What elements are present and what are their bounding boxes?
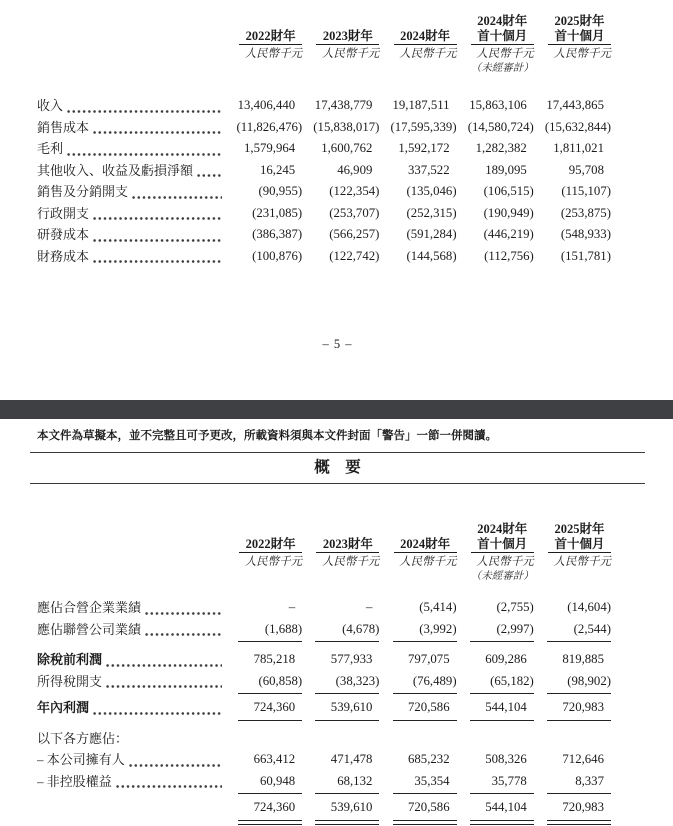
cell-value: (144,568) (406, 248, 457, 263)
year-top (318, 522, 377, 537)
cell-value: 720,983 (562, 700, 604, 714)
cell-value: (15,632,844) (544, 119, 611, 134)
year-label: 首十個月 (554, 28, 605, 43)
dot-leader (93, 712, 222, 715)
header-spacer (37, 14, 225, 45)
cell-value: 46,909 (337, 162, 373, 177)
year-label: 2022財年 (245, 536, 296, 551)
cell-value: 1,282,382 (475, 141, 527, 155)
table-row (37, 246, 611, 268)
unaudited-note: （未經審計） (470, 571, 534, 582)
cell-value: 16,245 (259, 162, 296, 177)
column-header-fy2023 (302, 522, 379, 553)
cell-value: 544,104 (485, 800, 527, 814)
page-number: – 5 – (322, 337, 353, 351)
column-header-fy2022 (225, 522, 302, 553)
unit-row (37, 47, 611, 62)
cell-value: 712,646 (562, 752, 604, 766)
cell-value: 539,610 (330, 800, 373, 814)
unit-label: 人民幣千元 (321, 556, 380, 568)
table-row (37, 697, 611, 719)
cell-value: 68,132 (337, 773, 373, 788)
year-top: 2024財年 (477, 522, 528, 536)
row-label: 收入 (37, 98, 64, 113)
cell-value: 720,586 (408, 700, 450, 714)
cell-value: (591,284) (406, 227, 457, 241)
cell-value: 1,600,762 (321, 141, 373, 155)
cell-value: 577,933 (330, 652, 373, 666)
cell-value: (2,997) (496, 621, 534, 636)
cell-value: (65,182) (490, 673, 534, 688)
cell-value: 15,863,106 (469, 98, 527, 112)
row-label: – 非控股權益 (37, 773, 112, 789)
column-header-fy2024 (379, 14, 456, 45)
table-header (37, 14, 611, 45)
cell-value: 720,586 (408, 800, 450, 814)
cell-value: 17,438,779 (314, 98, 373, 112)
row-label: 研發成本 (37, 227, 90, 242)
unit-label: 人民幣千元 (553, 556, 611, 568)
year-top (396, 14, 455, 29)
cell-value: 35,354 (414, 773, 450, 788)
column-header-fy2024-10m (457, 14, 534, 45)
unaudited-note (379, 62, 456, 75)
cell-value: (190,949) (483, 205, 534, 220)
unit-label: 人民幣千元 (476, 556, 534, 568)
year-label: 首十個月 (477, 536, 528, 551)
cell-value: 819,885 (562, 652, 604, 666)
table-row (37, 749, 611, 771)
cell-value: (253,707) (329, 205, 380, 220)
row-label: 其他收入、收益及虧損淨額 (37, 162, 194, 178)
cell-value: 797,075 (408, 652, 450, 666)
cell-value: (548,933) (560, 227, 611, 241)
year-top (396, 522, 455, 537)
divider-bar (0, 400, 673, 419)
year-label: 首十個月 (477, 28, 528, 43)
dot-leader (132, 742, 222, 745)
section-title: 概要 (314, 459, 377, 476)
table-row (37, 771, 611, 793)
year-top (241, 522, 300, 537)
note-row (37, 62, 611, 75)
year-label: 2024財年 (400, 28, 451, 43)
cell-value: 663,412 (253, 752, 296, 766)
cell-value: 13,406,440 (237, 98, 296, 112)
cell-value: (90,955) (258, 184, 303, 198)
cell-value: 720,983 (562, 800, 604, 814)
cell-value: (253,875) (560, 205, 611, 220)
unit-label: 人民幣千元 (476, 48, 534, 60)
cell-value: 785,218 (253, 652, 296, 666)
dot-leader (116, 785, 222, 788)
year-label: 2024財年 (400, 536, 451, 551)
cell-value: 337,522 (408, 162, 450, 177)
page-top-section (0, 0, 673, 352)
cell-value: (4,678) (342, 621, 380, 636)
row-label: 財務成本 (37, 248, 90, 264)
unit-label: 人民幣千元 (399, 556, 457, 568)
dot-leader (67, 110, 222, 113)
cell-value: (446,219) (483, 227, 534, 241)
row-label: 年內利潤 (37, 700, 90, 715)
cell-value: (106,515) (483, 184, 534, 198)
dot-leader (67, 153, 222, 156)
cell-value: (122,354) (329, 184, 380, 198)
cell-value: (38,323) (335, 673, 380, 688)
year-top (318, 14, 377, 29)
table-row (37, 181, 611, 203)
unaudited-note (379, 570, 456, 583)
table-row (37, 95, 611, 117)
cell-value: 19,187,511 (392, 98, 450, 112)
cell-value: 189,095 (485, 162, 527, 177)
table-header (37, 522, 611, 553)
year-top: 2024財年 (477, 14, 528, 28)
dot-leader (197, 174, 222, 177)
cell-value: (11,826,476) (236, 119, 303, 134)
cell-value: 724,360 (253, 800, 296, 814)
row-label: 應佔合營企業業績 (37, 600, 142, 615)
cell-value: 508,326 (485, 752, 527, 766)
cell-value: (3,992) (419, 621, 457, 636)
dot-leader (93, 131, 222, 134)
year-label: 2023財年 (322, 536, 373, 551)
dot-leader (145, 633, 222, 636)
cell-value: (252,315) (406, 205, 457, 220)
cell-value: (115,107) (561, 184, 611, 198)
cell-value: (2,755) (496, 600, 534, 614)
cell-value: 544,104 (485, 700, 527, 714)
unaudited-note (225, 570, 302, 583)
unit-label: 人民幣千元 (399, 48, 457, 60)
dot-leader (106, 685, 222, 688)
table-row (37, 671, 611, 693)
unit-label: 人民幣千元 (321, 48, 380, 60)
table-total-row (37, 797, 611, 819)
cell-value: (1,688) (264, 621, 303, 636)
cell-value: (17,595,339) (390, 119, 457, 134)
unit-row (37, 555, 611, 570)
cell-value: 1,811,021 (553, 141, 604, 155)
cell-value: 724,360 (253, 700, 296, 714)
cell-value: 35,778 (491, 773, 527, 788)
table-row (37, 619, 611, 641)
cell-value: – (288, 600, 296, 614)
year-label: 首十個月 (554, 536, 605, 551)
year-top: 2025財年 (554, 522, 605, 536)
cell-value: (14,604) (567, 600, 611, 614)
header-spacer (37, 522, 225, 553)
cell-value: (566,257) (329, 227, 380, 241)
row-label: 應佔聯營公司業績 (37, 621, 142, 637)
row-label: 除稅前利潤 (37, 652, 103, 667)
cell-value: – (365, 600, 373, 614)
cell-value: 609,286 (485, 652, 527, 666)
table-row (37, 728, 611, 750)
cell-value: (112,756) (484, 248, 534, 263)
row-label: 以下各方應佔： (37, 730, 129, 746)
dot-leader (41, 812, 222, 815)
row-label: 行政開支 (37, 205, 90, 221)
column-header-fy2024-10m (457, 522, 534, 553)
cell-value: (76,489) (412, 673, 457, 688)
cell-value: (100,876) (252, 248, 303, 263)
dot-leader (93, 239, 222, 242)
cell-value: (151,781) (560, 248, 611, 263)
cell-value: 60,948 (259, 773, 296, 788)
column-header-fy2022 (225, 14, 302, 45)
cell-value: (98,902) (567, 673, 611, 688)
column-header-fy2024 (379, 522, 456, 553)
table-row (37, 160, 611, 182)
draft-disclaimer: 本文件為草擬本，並不完整且可予更改，所載資料須與本文件封面「警告」一節一併閱讀。 (37, 430, 497, 442)
dot-leader (106, 664, 222, 667)
cell-value: (5,414) (419, 600, 457, 614)
cell-value: 1,592,172 (398, 141, 450, 155)
unaudited-note (225, 62, 302, 75)
page-bottom-section (0, 419, 673, 819)
horizontal-rule (30, 452, 645, 453)
unaudited-note (302, 570, 379, 583)
table-body (37, 95, 611, 267)
cell-value: (15,838,017) (313, 119, 380, 134)
cell-value: (14,580,724) (467, 119, 534, 134)
cell-value: (386,387) (252, 227, 303, 241)
table-row (37, 138, 611, 160)
dot-leader (129, 764, 222, 767)
table-body (37, 597, 611, 819)
column-header-fy2025-10m (534, 14, 611, 45)
table-row (37, 117, 611, 139)
unaudited-note: （未經審計） (470, 63, 534, 74)
row-label: 毛利 (37, 141, 64, 156)
year-top: 2025財年 (554, 14, 605, 28)
year-label: 2022財年 (245, 28, 296, 43)
cell-value: 17,443,865 (546, 98, 604, 112)
column-header-fy2023 (302, 14, 379, 45)
row-label: 銷售及分銷開支 (37, 184, 129, 199)
unaudited-note (534, 62, 611, 75)
summary-table (37, 522, 611, 819)
unit-label: 人民幣千元 (553, 48, 611, 60)
cell-value: 471,478 (330, 752, 373, 766)
unit-label: 人民幣千元 (244, 556, 303, 568)
dot-leader (132, 196, 222, 199)
table-row (37, 203, 611, 225)
row-label: 銷售成本 (37, 119, 90, 135)
unit-label: 人民幣千元 (244, 48, 303, 60)
cell-value: (60,858) (258, 673, 303, 688)
column-header-fy2025-10m (534, 522, 611, 553)
dot-leader (145, 612, 222, 615)
cell-value: 685,232 (408, 752, 450, 766)
horizontal-rule (30, 483, 645, 484)
income-statement-table (37, 14, 611, 267)
cell-value: 95,708 (568, 162, 604, 177)
unaudited-note (534, 570, 611, 583)
cell-value: (2,544) (573, 621, 611, 636)
cell-value: 539,610 (330, 700, 373, 714)
table-row (37, 597, 611, 619)
row-label: 所得稅開支 (37, 673, 103, 689)
cell-value: (231,085) (252, 205, 303, 220)
row-label: – 本公司擁有人 (37, 752, 125, 767)
cell-value: 1,579,964 (244, 141, 296, 155)
unaudited-note (302, 62, 379, 75)
year-top (241, 14, 300, 29)
table-row (37, 649, 611, 671)
cell-value: 8,337 (575, 773, 604, 788)
dot-leader (93, 260, 222, 263)
cell-value: (122,742) (329, 248, 380, 263)
year-label: 2023財年 (322, 28, 373, 43)
table-row (37, 224, 611, 246)
dot-leader (93, 217, 222, 220)
note-row (37, 570, 611, 583)
cell-value: (135,046) (406, 184, 457, 198)
